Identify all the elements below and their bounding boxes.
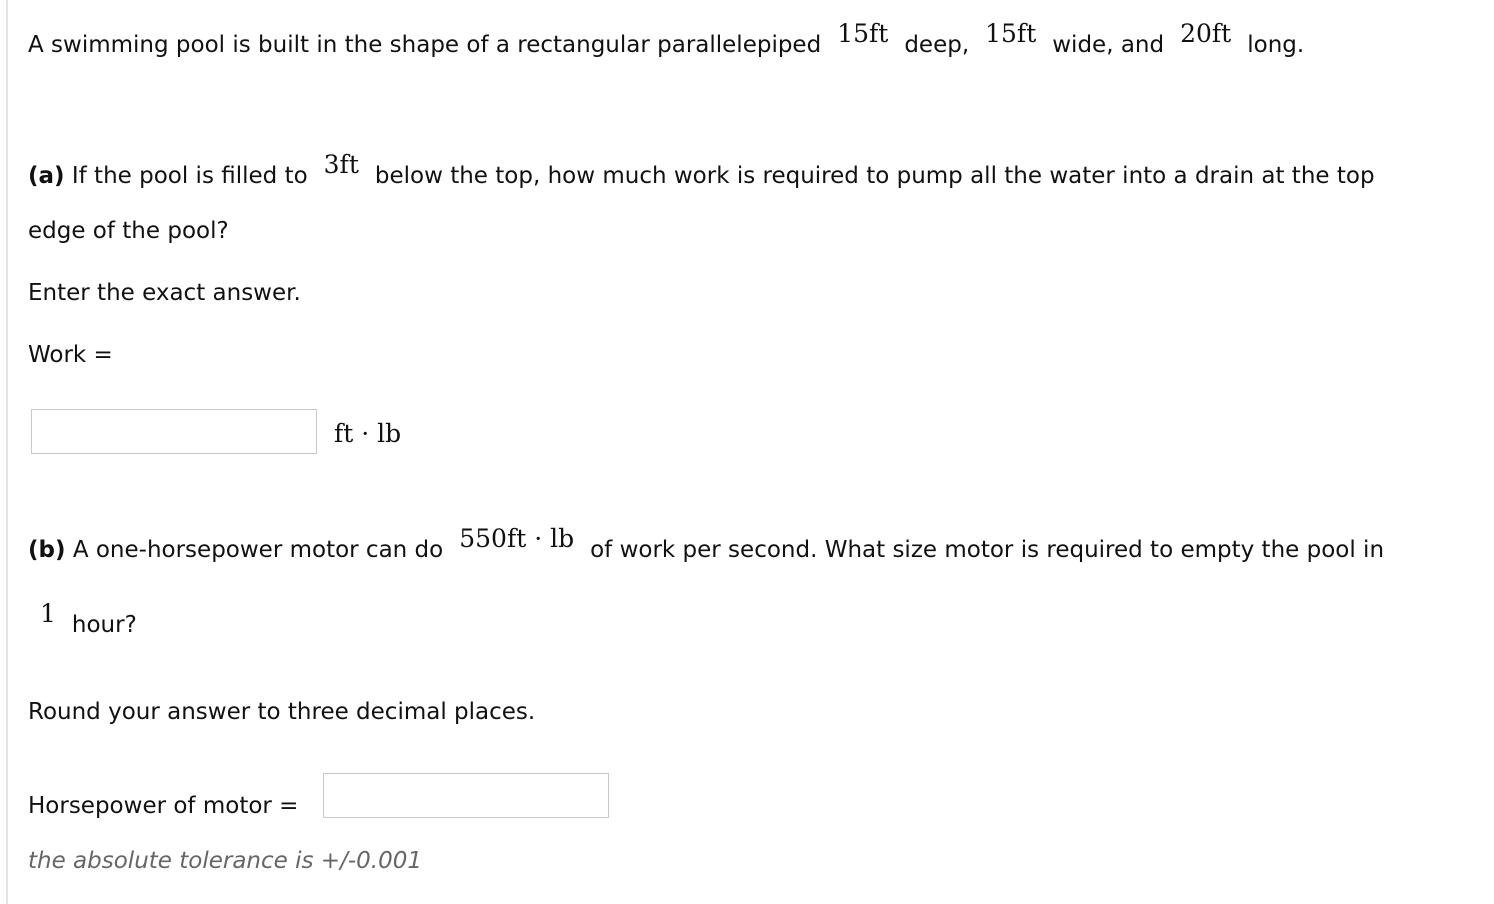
- part-b-question: [28, 524, 1385, 564]
- part-b-text-1: A one-horsepower motor can do: [72, 537, 444, 563]
- part-a-question-cont: [28, 217, 229, 245]
- part-a-label: (a): [28, 163, 65, 189]
- part-a-text-1: If the pool is filled to: [71, 163, 308, 189]
- part-b-text-3: hour?: [71, 612, 137, 638]
- intro-text-1: A swimming pool is built in the shape of a rectangular parallelepiped: [28, 32, 822, 58]
- part-a-question: [28, 150, 1375, 190]
- motor-power: 550ft · lb: [459, 524, 575, 553]
- pool-depth: 15ft: [837, 19, 889, 48]
- work-label: Work =: [28, 342, 113, 368]
- pool-length: 20ft: [1180, 19, 1232, 48]
- intro-text-3: wide, and: [1052, 32, 1165, 58]
- problem-intro: [28, 19, 1305, 59]
- horsepower-label: Horsepower of motor =: [28, 793, 299, 819]
- part-a-text-3: edge of the pool?: [28, 218, 229, 244]
- tolerance-note: the absolute tolerance is +/-0.001: [28, 848, 422, 874]
- left-border: [6, 0, 8, 904]
- part-a-instruction: Enter the exact answer.: [28, 280, 301, 306]
- part-b-label: (b): [28, 537, 66, 563]
- pool-width: 15ft: [985, 19, 1037, 48]
- part-b-instruction: Round your answer to three decimal places.: [28, 699, 536, 725]
- work-answer-input[interactable]: [31, 409, 317, 454]
- time-value: 1: [40, 599, 56, 628]
- horsepower-answer-input[interactable]: [323, 773, 609, 818]
- part-b-text-2: of work per second. What size motor is required to empty the pool in: [590, 537, 1385, 563]
- work-unit: ft · lb: [334, 419, 402, 448]
- intro-text-2: deep,: [904, 32, 970, 58]
- fill-depth: 3ft: [323, 150, 359, 179]
- part-a-text-2: below the top, how much work is required to pump all the water into a drain at the top: [374, 163, 1375, 189]
- part-b-question-cont: [38, 599, 137, 639]
- intro-text-4: long.: [1247, 32, 1305, 58]
